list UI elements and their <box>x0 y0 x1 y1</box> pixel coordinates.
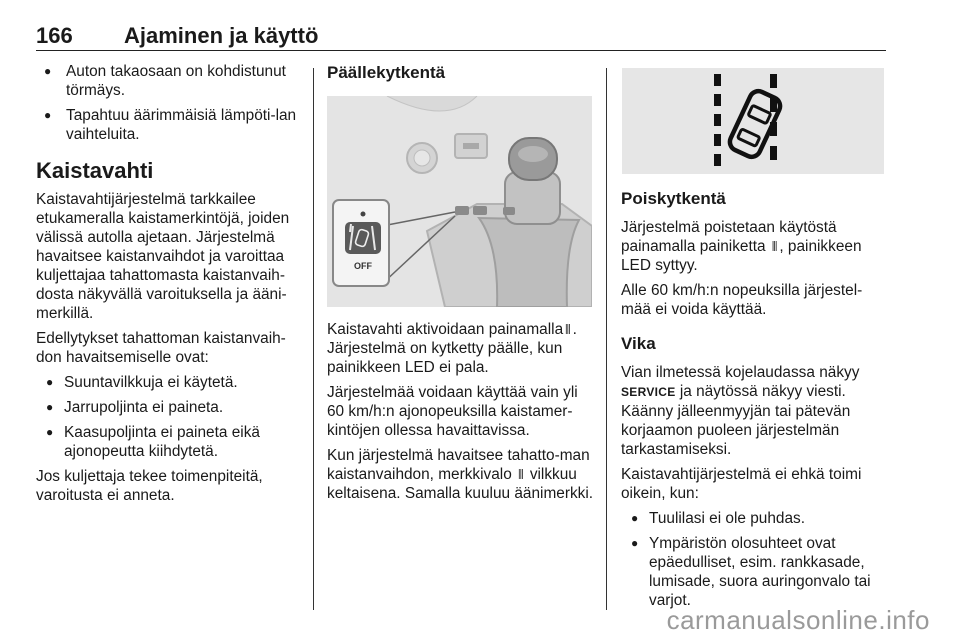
column-2-text <box>327 320 595 509</box>
paragraph: Järjestelmä poistetaan käytöstä painamalla painiketta ⫴ , painikkeen LED syttyy. <box>621 219 862 274</box>
column-3 <box>621 188 889 616</box>
column-divider <box>313 68 314 610</box>
list-item: ● Ympäristön olosuhteet ovat epäedulliset, esim. rankkasade, lumisade, suora auringonvalo tai varjot. <box>621 534 889 610</box>
paragraph: Kaistavahti aktivoidaan painamalla ⫴ . Järjestelmä on kytketty päälle, kun painikkeen LED ei pala. <box>327 321 577 376</box>
list-item: ● Jarrupoljinta ei paineta. <box>36 398 304 417</box>
section-heading-paallekytkenta: Päällekytkentä <box>327 63 446 82</box>
console-drawing <box>327 96 592 307</box>
lane-assist-symbol-box <box>622 68 884 174</box>
bullet-list-conditions <box>36 373 304 461</box>
list-item: ● Auton takaosaan on kohdistunut törmäys. <box>36 62 304 100</box>
off-label: OFF <box>354 261 372 271</box>
lane-assist-icon: ⫴ <box>565 322 571 337</box>
watermark: carmanualsonline.info <box>666 605 930 635</box>
paragraph: Vian ilmetessä kojelaudassa näkyy SERVICE ja näytössä näkyy viesti. Käänny jälleenmyyjän tai pätevän korjaamon puoleen järjestelmän tarkastamiseksi. <box>621 364 860 458</box>
paragraph: Kaistavahtijärjestelmä tarkkailee etukameralla kaistamerkintöjä, joiden välissä autolla ajetaan. Järjestelmä havaitsee kaistanvaihdot ja varoittaa kuljettajaa tahattomasta kaistanvaih-dosta näkyvällä varoituksella ja ääni-merkillä. <box>36 191 290 322</box>
gear-shift-illustration <box>327 96 592 307</box>
section-heading-poiskytkenta: Poiskytkentä <box>621 189 726 208</box>
list-item: ● Tuulilasi ei ole puhdas. <box>621 509 889 528</box>
lane-assist-symbol-icon <box>622 68 884 174</box>
paragraph: Jos kuljettaja tekee toimenpiteitä, varoitusta ei anneta. <box>36 468 263 504</box>
column-2 <box>327 62 595 92</box>
paragraph: Alle 60 km/h:n nopeuksilla järjestel-mää ei voida käyttää. <box>621 282 863 318</box>
lane-assist-icon: ⫴ <box>771 239 778 254</box>
column-1 <box>36 62 304 511</box>
list-item: ● Tapahtuu äärimmäisiä lämpöti-lan vaihteluita. <box>36 106 304 144</box>
page-number: 166 <box>36 23 73 48</box>
lane-assist-indicator-icon: ⫴ <box>518 467 524 482</box>
section-heading-kaistavahti: Kaistavahti <box>36 158 154 183</box>
bullet-list-top <box>36 62 304 144</box>
list-item: ● Kaasupoljinta ei paineta eikä ajonopeutta kiihdytetä. <box>36 423 304 461</box>
paragraph: Järjestelmää voidaan käyttää vain yli 60 km/h:n ajonopeuksilla kaistamer-kintöjen ollessa havaittavissa. <box>327 384 578 439</box>
list-item: ● Suuntavilkkuja ei käytetä. <box>36 373 304 392</box>
section-heading-vika: Vika <box>621 334 656 353</box>
bullet-list-faults <box>621 509 889 610</box>
page-header <box>36 20 886 51</box>
paragraph: Kun järjestelmä havaitsee tahatto-man kaistanvaihdon, merkkivalo ⫴ vilkkuu keltaisena. Samalla kuuluu äänimerkki. <box>327 447 594 502</box>
paragraph: Kaistavahtijärjestelmä ei ehkä toimi oikein, kun: <box>621 466 862 502</box>
column-divider <box>606 68 607 610</box>
paragraph: Edellytykset tahattoman kaistanvaih-don havaitsemiselle ovat: <box>36 330 286 366</box>
service-indicator-icon: SERVICE <box>621 385 676 399</box>
page-title: Ajaminen ja käyttö <box>124 23 319 48</box>
